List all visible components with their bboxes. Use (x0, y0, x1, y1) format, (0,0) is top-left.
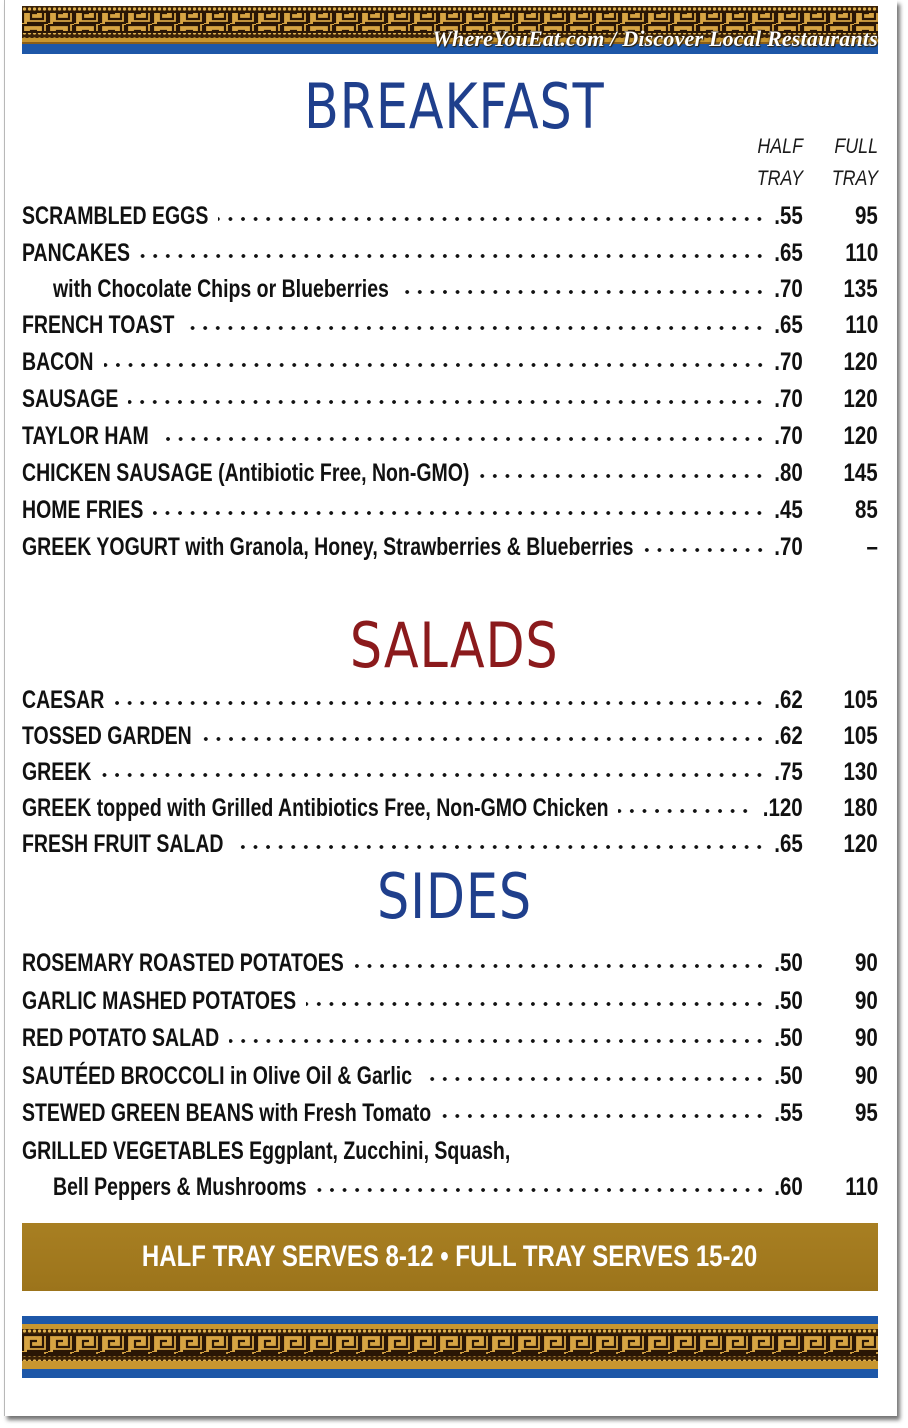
half-tray-price: .50 (774, 949, 803, 977)
menu-item-row (22, 532, 878, 562)
half-tray-price: .62 (774, 686, 803, 714)
half-tray-price: .50 (774, 1024, 803, 1052)
full-tray-price: 90 (855, 987, 878, 1015)
menu-item-name: GREEK (22, 758, 92, 786)
menu-item-row (22, 986, 878, 1016)
menu-item-name: SAUSAGE (22, 385, 119, 413)
menu-item-row (22, 793, 878, 823)
menu-item-row (22, 458, 878, 488)
half-tray-price: .65 (774, 311, 803, 339)
menu-item-name: HOME FRIES (22, 496, 144, 524)
menu-item-name: CAESAR (22, 686, 105, 714)
half-tray-price: .70 (774, 533, 803, 561)
full-tray-price: 110 (844, 239, 878, 267)
dot-leader (128, 398, 766, 406)
dot-leader (140, 252, 766, 260)
half-tray-price (768, 1136, 798, 1166)
full-tray-price: 135 (843, 275, 878, 303)
menu-item-name: ROSEMARY ROASTED POTATOES (22, 949, 344, 977)
half-tray-price: .120 (762, 794, 803, 822)
menu-item-row (22, 201, 878, 231)
half-tray-price: .60 (774, 1173, 803, 1201)
full-tray-price: 85 (855, 496, 878, 524)
full-tray-price: 120 (843, 348, 878, 376)
full-tray-price: 120 (843, 385, 878, 413)
half-tray-price: .45 (774, 496, 803, 524)
menu-item-row (22, 757, 878, 787)
dot-leader (101, 771, 766, 779)
sides-heading: SIDES (376, 860, 532, 933)
menu-item-name: TOSSED GARDEN (22, 722, 192, 750)
dot-leader (422, 1075, 766, 1083)
dot-leader (399, 288, 766, 296)
menu-item-row (22, 347, 878, 377)
full-tray-price: 180 (843, 794, 878, 822)
menu-item-row (22, 1061, 878, 1091)
full-tray-price: 90 (855, 1062, 878, 1090)
menu-item-name: RED POTATO SALAD (22, 1024, 220, 1052)
menu-item-row (22, 238, 878, 268)
full-tray-price: 90 (855, 949, 878, 977)
full-tray-price: 120 (843, 830, 878, 858)
full-tray-price: 90 (855, 1024, 878, 1052)
full-tray-price: 120 (843, 422, 878, 450)
dot-leader (104, 361, 767, 369)
dot-leader (184, 324, 766, 332)
half-tray-price: .70 (774, 275, 803, 303)
half-tray-price: .62 (774, 722, 803, 750)
greek-key-pattern-icon (22, 1316, 878, 1378)
dot-leader (218, 215, 766, 223)
half-tray-price: .70 (774, 385, 803, 413)
full-tray-price: 130 (843, 758, 878, 786)
menu-item-row (22, 829, 878, 859)
menu-item-row (53, 1172, 878, 1202)
dot-leader (441, 1112, 766, 1120)
full-tray-price (798, 1136, 878, 1166)
half-tray-price: .70 (774, 348, 803, 376)
full-tray-column-header: FULL TRAY (831, 135, 878, 190)
dot-leader (159, 435, 766, 443)
half-tray-price: .70 (774, 422, 803, 450)
full-tray-price: 145 (843, 459, 878, 487)
menu-item-row (22, 948, 878, 978)
menu-item-name: SCRAMBLED EGGS (22, 202, 209, 230)
watermark-text: WhereYouEat.com / Discover Local Restaurants (432, 26, 878, 51)
full-tray-price: 105 (843, 686, 878, 714)
menu-item-name: STEWED GREEN BEANS with Fresh Tomato (22, 1099, 432, 1127)
dot-leader (153, 509, 766, 517)
salads-heading: SALADS (349, 609, 559, 682)
dot-leader (114, 699, 766, 707)
half-tray-price: .65 (774, 830, 803, 858)
menu-item-name: GREEK YOGURT with Granola, Honey, Strawberries & Blueberries (22, 533, 634, 561)
dot-leader (354, 962, 766, 970)
menu-item-name: BACON (22, 348, 94, 376)
full-tray-price: 95 (855, 1099, 878, 1127)
dot-leader (618, 807, 752, 815)
half-tray-price: .75 (774, 758, 803, 786)
greek-key-border-bottom (22, 1316, 878, 1378)
dot-leader (229, 1037, 766, 1045)
full-tray-price: 105 (843, 722, 878, 750)
menu-item-name: SAUTÉED BROCCOLI in Olive Oil & Garlic (22, 1062, 413, 1090)
menu-item-row (22, 1136, 878, 1166)
dot-leader (317, 1186, 766, 1194)
full-tray-price: – (866, 533, 878, 561)
breakfast-heading: BREAKFAST (303, 70, 605, 143)
menu-item-row (22, 721, 878, 751)
dot-leader (306, 1000, 766, 1008)
dot-leader (233, 843, 766, 851)
half-tray-price: .50 (774, 1062, 803, 1090)
half-tray-price: .55 (774, 1099, 803, 1127)
dot-leader (479, 472, 766, 480)
menu-item-name: GARLIC MASHED POTATOES (22, 987, 297, 1015)
half-tray-price: .80 (774, 459, 803, 487)
half-tray-price: .50 (774, 987, 803, 1015)
menu-item-name: FRESH FRUIT SALAD (22, 830, 224, 858)
menu-item-name: PANCAKES (22, 239, 130, 267)
menu-item-name: GREEK topped with Grilled Antibiotics Free, Non-GMO Chicken (22, 794, 609, 822)
dot-leader (644, 546, 766, 554)
full-tray-price: 95 (855, 202, 878, 230)
menu-item-name: FRENCH TOAST (22, 311, 175, 339)
menu-item-name: GRILLED VEGETABLES Eggplant, Zucchini, Squash, (22, 1137, 511, 1165)
menu-item-row (22, 1098, 878, 1128)
serving-size-banner: HALF TRAY SERVES 8-12 • FULL TRAY SERVES 15-20 (22, 1223, 878, 1291)
half-tray-price: .65 (774, 239, 803, 267)
menu-item-row (22, 384, 878, 414)
menu-item-name: Bell Peppers & Mushrooms (53, 1173, 307, 1201)
menu-item-name: CHICKEN SAUSAGE (Antibiotic Free, Non-GMO) (22, 459, 470, 487)
menu-item-row (22, 421, 878, 451)
half-tray-price: .55 (774, 202, 803, 230)
menu-item-row (22, 495, 878, 525)
menu-item-name: TAYLOR HAM (22, 422, 149, 450)
menu-item-row (53, 274, 878, 304)
menu-item-row (22, 310, 878, 340)
menu-item-row (22, 685, 878, 715)
dot-leader (202, 735, 766, 743)
menu-item-name: with Chocolate Chips or Blueberries (53, 275, 389, 303)
half-tray-column-header: HALF TRAY (756, 135, 803, 190)
full-tray-price: 110 (844, 311, 878, 339)
full-tray-price: 110 (844, 1173, 878, 1201)
menu-item-row (22, 1023, 878, 1053)
